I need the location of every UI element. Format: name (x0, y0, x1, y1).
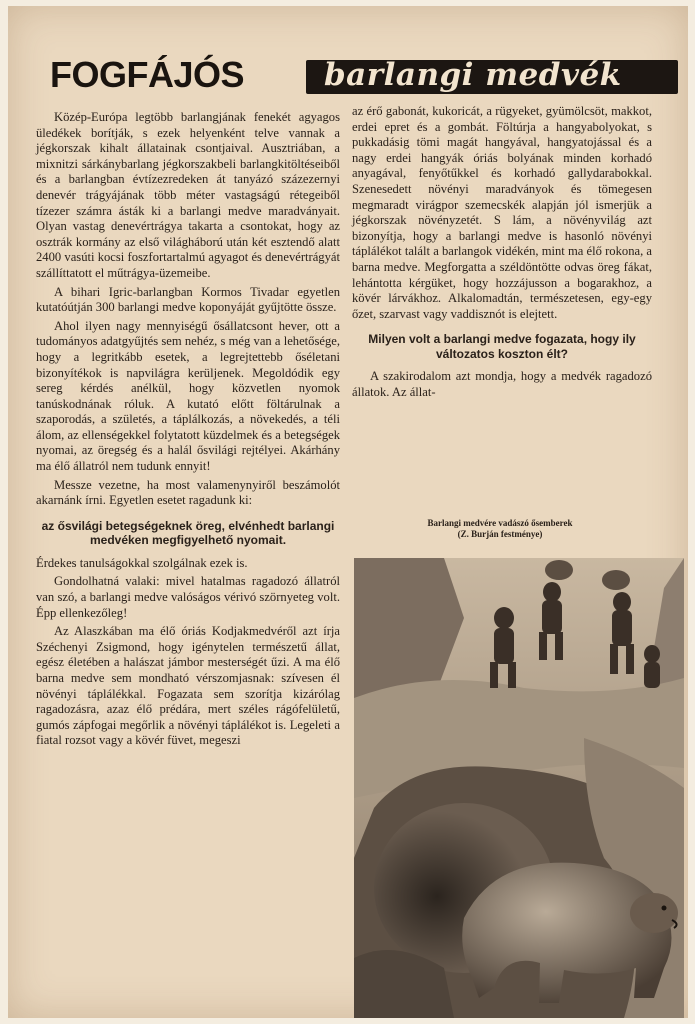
paragraph: Az Alaszkában ma élő óriás Kodjakmedvéről azt írja Széchenyi Zsigmond, hogy igénytelen természetű állat, egész életében a halászat jámbor mesterségét űzi. A ma élő barna medve sem mondható vérszomjasnak: szívesen él növényi táplálékkal. Fogazata sem szorítja kizárólag ragadozásra, azaz élő prédára, mert széles rágófelületű, gumós zápfogai megőrlik a növényi táplálékot is. Legeleti a fiatal rozsot vagy a kövér füvet, megeszi (36, 624, 340, 748)
paragraph: Közép-Európa legtöbb barlangjának fenekét agyagos üledékek borítják, s ezek helyenként telve vannak a jégkorszak kihalt állatainak csontjaival. Ausztriában, a mixnitzi sárkánybarlang jégkorszakbeli barlangkitöltéseiből és a barlangban évtízezredeken át tanyázó százezernyi denevér trágyájának több méter vastagságú rétegeiből tízezer számra ásták ki a barlangi medve maradványait. Olyan vastag denevértrágya takarta a csontokat, hogy az osztrák kormány az első világháború után két esztendő alatt 2400 vasúti kocsi foszfortartalmú agyagot és denevértrágyát szállíttatott el műtrágya-üzemeibe. (36, 110, 340, 280)
paragraph: A bihari Igric-barlangban Kormos Tivadar egyetlen kutatóútján 300 barlangi medve koponyáját gyűjtötte össze. (36, 284, 340, 315)
article-title (44, 46, 644, 102)
paragraph: Messze vezetne, ha most valamenynyiről beszámolót akarnánk írni. Egyetlen esetet ragadunk ki: (36, 477, 340, 508)
paragraph: Gondolhatná valaki: mivel hatalmas ragadozó állatról van szó, a barlangi medve valóságos vérivó szörnyeteg volt. Épp ellenkezőleg! (36, 574, 340, 620)
magazine-page (8, 6, 688, 1018)
caption-credit: (Z. Burján festménye) (457, 529, 543, 539)
cave-bear-hunt-painting (354, 558, 684, 1018)
left-text-column (36, 110, 340, 752)
figure-caption (358, 518, 642, 540)
paragraph: Ahol ilyen nagy mennyiségű ősállatcsont hever, ott a tudományos adatgyűjtés sem nehéz, s még van a lehetősége, hogy a legritkább esetek, a legrejtettebb őséletani bizonyítékok is napvilágra kerüljenek. Megoldódik egy sereg kérdés anélkül, hogy közvetlen nyomok tanúskodnának róluk. A kutató előtt föltárulnak a szaporodás, a születés, a táplálkozás, a növekedés, a téli álom, az ellenségekkel folytatott küzdelmek és a betegségek nyomai, az öregség és a halál ősvilági rejtélyei. Akárhány ma élő állatról nem tudunk ennyit! (36, 318, 340, 474)
paragraph: az érő gabonát, kukoricát, a rügyeket, gyümölcsöt, makkot, erdei epret és a gombát. Föltúrja a hangyabolyokat, s pukkadásig tömi magát hangyával, hangyatojással és a nagy erdei hangyák óriás bolyának minden korhadó anyagával, fenyőtűkkel és korhadó gallydarabokkal. Szenesedett növényi maradványok és tömegesen megmaradt virágpor szemecskék alapján jól ismerjük a jégkorszak növényzetét. S lám, a növényvilág azt bizonyítja, hogy a barlangi medve is hasonló növényi táplálékot talált a barlangok vidékén, mint ma élő rokona, a barna medve. Megforgatta a széldöntötte odvas öreg fákat, lehántotta kérgüket, hogy hozzájusson a bogarakhoz, a kövér lárvákhoz. Alkalomadtán, természetesen, egy-egy őzet, szarvast vagy vaddisznót is elejtett. (352, 104, 652, 321)
right-text-column (352, 104, 652, 404)
painting-image (354, 558, 684, 1018)
paragraph: A szakirodalom azt mondja, hogy a medvék ragadozó állatok. Az állat- (352, 369, 652, 399)
section-subheading: az ősvilági betegségeknek öreg, elvénhedt barlangi medvéken megfigyelhető nyomait. (41, 518, 335, 548)
caption-title: Barlangi medvére vadászó ősemberek (427, 518, 573, 528)
paragraph: Érdekes tanulságokkal szolgálnak ezek is. (36, 555, 248, 570)
title-script-subtitle: barlangi medvék (324, 57, 622, 93)
title-main-word: FOGFÁJÓS (50, 54, 245, 95)
section-subheading: Milyen volt a barlangi medve fogazata, hogy ily változatos koszton élt? (368, 332, 636, 361)
